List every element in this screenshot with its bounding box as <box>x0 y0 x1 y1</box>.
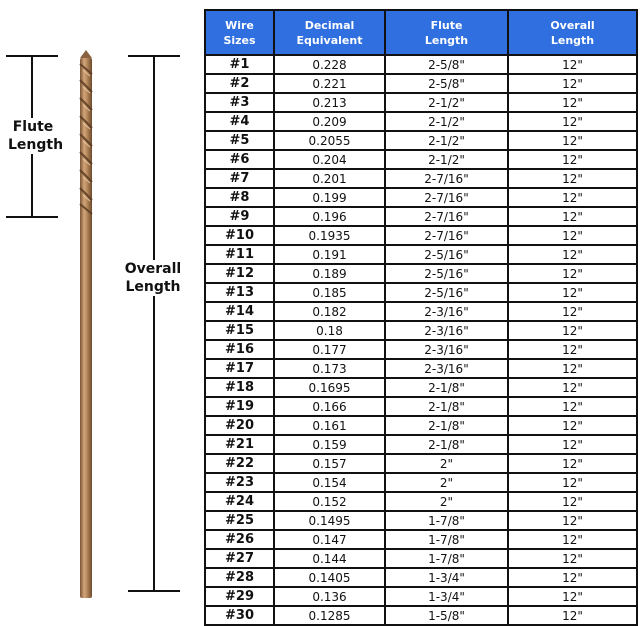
wire-size-cell: #17 <box>205 359 274 378</box>
wire-size-cell: #15 <box>205 321 274 340</box>
wire-size-cell: #12 <box>205 264 274 283</box>
flute-label-line1: Flute <box>12 119 54 135</box>
overall-length-cell: 12" <box>508 435 637 454</box>
decimal-cell: 0.191 <box>274 245 385 264</box>
table-row <box>205 454 637 473</box>
overall-length-cell: 12" <box>508 283 637 302</box>
flute-length-cell: 2-1/8" <box>385 435 508 454</box>
decimal-cell: 0.159 <box>274 435 385 454</box>
flute-length-cell: 2-1/2" <box>385 112 508 131</box>
table-row <box>205 359 637 378</box>
decimal-cell: 0.228 <box>274 55 385 74</box>
flute-length-cell: 2-3/16" <box>385 340 508 359</box>
decimal-cell: 0.201 <box>274 169 385 188</box>
decimal-cell: 0.189 <box>274 264 385 283</box>
wire-size-cell: #11 <box>205 245 274 264</box>
flute-length-cell: 2" <box>385 454 508 473</box>
header-overall-line2: Length <box>550 33 595 47</box>
flute-length-cell: 2-7/16" <box>385 207 508 226</box>
header-overall-length <box>508 10 637 55</box>
wire-size-cell: #13 <box>205 283 274 302</box>
header-wire-sizes <box>205 10 274 55</box>
flute-length-cell: 2" <box>385 492 508 511</box>
flute-length-cell: 2-5/16" <box>385 245 508 264</box>
overall-label-line2: Length <box>125 279 181 295</box>
header-flute-length <box>385 10 508 55</box>
flute-length-cell: 1-7/8" <box>385 511 508 530</box>
overall-length-cell: 12" <box>508 340 637 359</box>
wire-size-cell: #28 <box>205 568 274 587</box>
wire-size-cell: #29 <box>205 587 274 606</box>
table-row <box>205 302 637 321</box>
decimal-cell: 0.204 <box>274 150 385 169</box>
table-row <box>205 587 637 606</box>
decimal-cell: 0.2055 <box>274 131 385 150</box>
wire-size-cell: #7 <box>205 169 274 188</box>
flute-dimension-bottom-tick <box>6 216 58 218</box>
overall-length-cell: 12" <box>508 74 637 93</box>
table-row <box>205 321 637 340</box>
flute-label-line2: Length <box>8 137 64 153</box>
wire-size-cell: #21 <box>205 435 274 454</box>
wire-size-cell: #22 <box>205 454 274 473</box>
table-row <box>205 397 637 416</box>
overall-length-label <box>122 260 184 296</box>
table-row <box>205 169 637 188</box>
wire-size-cell: #30 <box>205 606 274 625</box>
wire-size-cell: #9 <box>205 207 274 226</box>
flute-length-cell: 1-5/8" <box>385 606 508 625</box>
overall-length-cell: 12" <box>508 112 637 131</box>
wire-size-cell: #18 <box>205 378 274 397</box>
table-row <box>205 264 637 283</box>
overall-length-cell: 12" <box>508 568 637 587</box>
flute-length-cell: 2-3/16" <box>385 359 508 378</box>
decimal-cell: 0.1405 <box>274 568 385 587</box>
header-decimal-equivalent <box>274 10 385 55</box>
table-row <box>205 226 637 245</box>
overall-length-cell: 12" <box>508 321 637 340</box>
table-row <box>205 435 637 454</box>
flute-length-cell: 2-5/8" <box>385 74 508 93</box>
table-row <box>205 55 637 74</box>
overall-length-cell: 12" <box>508 511 637 530</box>
table-row <box>205 568 637 587</box>
table-row <box>205 131 637 150</box>
table-row <box>205 340 637 359</box>
decimal-cell: 0.147 <box>274 530 385 549</box>
wire-size-cell: #8 <box>205 188 274 207</box>
overall-label-line1: Overall <box>124 261 182 277</box>
flute-length-label <box>8 118 64 154</box>
decimal-cell: 0.185 <box>274 283 385 302</box>
flute-length-cell: 2-1/8" <box>385 378 508 397</box>
header-flute-line2: Length <box>424 33 469 47</box>
table-row <box>205 283 637 302</box>
overall-length-cell: 12" <box>508 93 637 112</box>
table-row <box>205 150 637 169</box>
flute-length-cell: 2-1/2" <box>385 93 508 112</box>
overall-length-cell: 12" <box>508 397 637 416</box>
decimal-cell: 0.144 <box>274 549 385 568</box>
overall-length-cell: 12" <box>508 245 637 264</box>
table-header-row <box>205 10 637 55</box>
wire-size-cell: #3 <box>205 93 274 112</box>
overall-length-cell: 12" <box>508 378 637 397</box>
overall-length-cell: 12" <box>508 188 637 207</box>
decimal-cell: 0.182 <box>274 302 385 321</box>
flute-length-cell: 2-1/8" <box>385 397 508 416</box>
wire-size-cell: #24 <box>205 492 274 511</box>
flute-length-cell: 1-7/8" <box>385 530 508 549</box>
overall-length-cell: 12" <box>508 302 637 321</box>
decimal-cell: 0.177 <box>274 340 385 359</box>
overall-length-cell: 12" <box>508 587 637 606</box>
flute-length-cell: 2-1/2" <box>385 150 508 169</box>
table-row <box>205 492 637 511</box>
overall-length-cell: 12" <box>508 55 637 74</box>
wire-size-cell: #6 <box>205 150 274 169</box>
flute-length-cell: 2-7/16" <box>385 188 508 207</box>
table-row <box>205 112 637 131</box>
flute-length-cell: 1-3/4" <box>385 568 508 587</box>
drill-bit-diagram <box>0 0 200 616</box>
flute-length-cell: 2-3/16" <box>385 321 508 340</box>
table-row <box>205 416 637 435</box>
wire-size-cell: #5 <box>205 131 274 150</box>
table-row <box>205 549 637 568</box>
table-row <box>205 93 637 112</box>
decimal-cell: 0.213 <box>274 93 385 112</box>
header-decimal-line2: Equivalent <box>296 33 363 47</box>
decimal-cell: 0.221 <box>274 74 385 93</box>
header-wire-sizes-line2: Sizes <box>223 33 256 47</box>
overall-length-cell: 12" <box>508 131 637 150</box>
decimal-cell: 0.1935 <box>274 226 385 245</box>
decimal-cell: 0.199 <box>274 188 385 207</box>
table-row <box>205 245 637 264</box>
overall-length-cell: 12" <box>508 207 637 226</box>
decimal-cell: 0.209 <box>274 112 385 131</box>
table-row <box>205 511 637 530</box>
overall-length-cell: 12" <box>508 150 637 169</box>
overall-length-cell: 12" <box>508 606 637 625</box>
wire-size-cell: #25 <box>205 511 274 530</box>
overall-length-cell: 12" <box>508 416 637 435</box>
decimal-cell: 0.152 <box>274 492 385 511</box>
decimal-cell: 0.157 <box>274 454 385 473</box>
flute-length-cell: 2-1/8" <box>385 416 508 435</box>
decimal-cell: 0.18 <box>274 321 385 340</box>
flute-length-cell: 2-5/16" <box>385 264 508 283</box>
table-row <box>205 207 637 226</box>
decimal-cell: 0.1285 <box>274 606 385 625</box>
overall-length-cell: 12" <box>508 454 637 473</box>
wire-size-cell: #14 <box>205 302 274 321</box>
wire-size-cell: #2 <box>205 74 274 93</box>
wire-size-cell: #23 <box>205 473 274 492</box>
flute-length-cell: 2-5/8" <box>385 55 508 74</box>
table-row <box>205 530 637 549</box>
overall-length-cell: 12" <box>508 549 637 568</box>
wire-size-cell: #4 <box>205 112 274 131</box>
table-row <box>205 378 637 397</box>
table-row <box>205 74 637 93</box>
decimal-cell: 0.154 <box>274 473 385 492</box>
wire-size-table <box>204 9 638 626</box>
overall-length-cell: 12" <box>508 226 637 245</box>
flute-length-cell: 2-3/16" <box>385 302 508 321</box>
wire-size-cell: #20 <box>205 416 274 435</box>
wire-size-cell: #16 <box>205 340 274 359</box>
header-flute-line1: Flute <box>430 18 463 32</box>
wire-size-cell: #10 <box>205 226 274 245</box>
decimal-cell: 0.166 <box>274 397 385 416</box>
overall-length-cell: 12" <box>508 359 637 378</box>
wire-size-cell: #1 <box>205 55 274 74</box>
flute-length-cell: 2-1/2" <box>385 131 508 150</box>
table-row <box>205 473 637 492</box>
wire-size-cell: #19 <box>205 397 274 416</box>
header-decimal-line1: Decimal <box>304 18 355 32</box>
header-wire-sizes-line1: Wire <box>225 18 254 32</box>
flute-length-cell: 1-3/4" <box>385 587 508 606</box>
table-body <box>205 55 637 625</box>
table-row <box>205 188 637 207</box>
overall-dimension-line <box>153 55 155 592</box>
overall-length-cell: 12" <box>508 264 637 283</box>
flute-length-cell: 2" <box>385 473 508 492</box>
header-overall-line1: Overall <box>550 18 595 32</box>
overall-dimension-bottom-tick <box>128 590 180 592</box>
overall-length-cell: 12" <box>508 473 637 492</box>
overall-length-cell: 12" <box>508 530 637 549</box>
flute-length-cell: 1-7/8" <box>385 549 508 568</box>
flute-length-cell: 2-7/16" <box>385 169 508 188</box>
wire-size-cell: #26 <box>205 530 274 549</box>
overall-length-cell: 12" <box>508 169 637 188</box>
flute-length-cell: 2-5/16" <box>385 283 508 302</box>
decimal-cell: 0.136 <box>274 587 385 606</box>
decimal-cell: 0.196 <box>274 207 385 226</box>
decimal-cell: 0.173 <box>274 359 385 378</box>
decimal-cell: 0.161 <box>274 416 385 435</box>
flute-length-cell: 2-7/16" <box>385 226 508 245</box>
decimal-cell: 0.1495 <box>274 511 385 530</box>
overall-length-cell: 12" <box>508 492 637 511</box>
drill-bit-image <box>0 0 200 616</box>
decimal-cell: 0.1695 <box>274 378 385 397</box>
wire-size-cell: #27 <box>205 549 274 568</box>
